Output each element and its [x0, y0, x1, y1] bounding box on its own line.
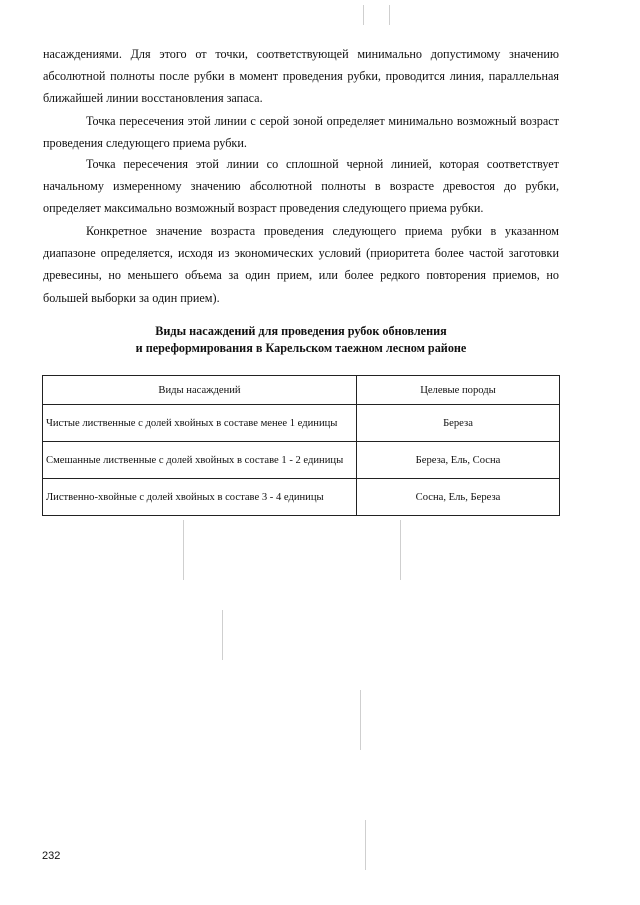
table-caption-line-2: и переформирования в Карельском таежном лесном районе	[135, 341, 467, 355]
scan-artifact	[363, 5, 364, 25]
scan-artifact	[389, 5, 390, 25]
table-row	[43, 479, 560, 516]
paragraph-economic-conditions: Конкретное значение возраста проведения следующего приема рубки в указанном диапазоне определяется, исходя из экономических условий (приоритета более частой заготовки древесины, но меньшего объема за один прием, или более редкого повторения приемов, но большей выборки за один прием).	[43, 224, 559, 305]
cell-target-species: Береза	[357, 405, 560, 442]
cell-target-species: Сосна, Ель, Береза	[357, 479, 560, 516]
scan-artifact	[183, 520, 184, 580]
header-stand-types: Виды насаждений	[43, 376, 357, 405]
scan-artifact	[365, 820, 366, 870]
cell-stand-type: Чистые лиственные с долей хвойных в составе менее 1 единицы	[43, 405, 357, 442]
table-header-row	[43, 376, 560, 405]
table-caption	[43, 323, 559, 357]
scan-artifact	[400, 520, 401, 580]
scan-artifact	[222, 610, 223, 660]
scan-artifact	[360, 690, 361, 750]
header-target-species: Целевые породы	[357, 376, 560, 405]
paragraph-max-age: Точка пересечения этой линии со сплошной черной линией, которая соответствует начальному измеренному значению абсолютной полноты в возрасте древостоя до рубки, определяет максимально возможный возраст проведения следующего приема рубки.	[43, 157, 559, 216]
page-number: 232	[42, 850, 61, 862]
paragraph-min-age: Точка пересечения этой линии с серой зоной определяет минимально возможный возраст проведения следующего приема рубки.	[43, 114, 559, 151]
paragraph-continuation: насаждениями. Для этого от точки, соответствующей минимально допустимому значению абсолютной полноты после рубки в момент проведения рубки, проводится линия, параллельная ближайшей линии восстановления запаса.	[43, 47, 559, 106]
cell-stand-type: Лиственно-хвойные с долей хвойных в составе 3 - 4 единицы	[43, 479, 357, 516]
table-caption-line-1: Виды насаждений для проведения рубок обновления	[155, 324, 447, 338]
cell-target-species: Береза, Ель, Сосна	[357, 442, 560, 479]
stand-types-table	[42, 375, 560, 516]
table-row	[43, 405, 560, 442]
cell-stand-type: Смешанные лиственные с долей хвойных в составе 1 - 2 единицы	[43, 442, 357, 479]
table-row	[43, 442, 560, 479]
